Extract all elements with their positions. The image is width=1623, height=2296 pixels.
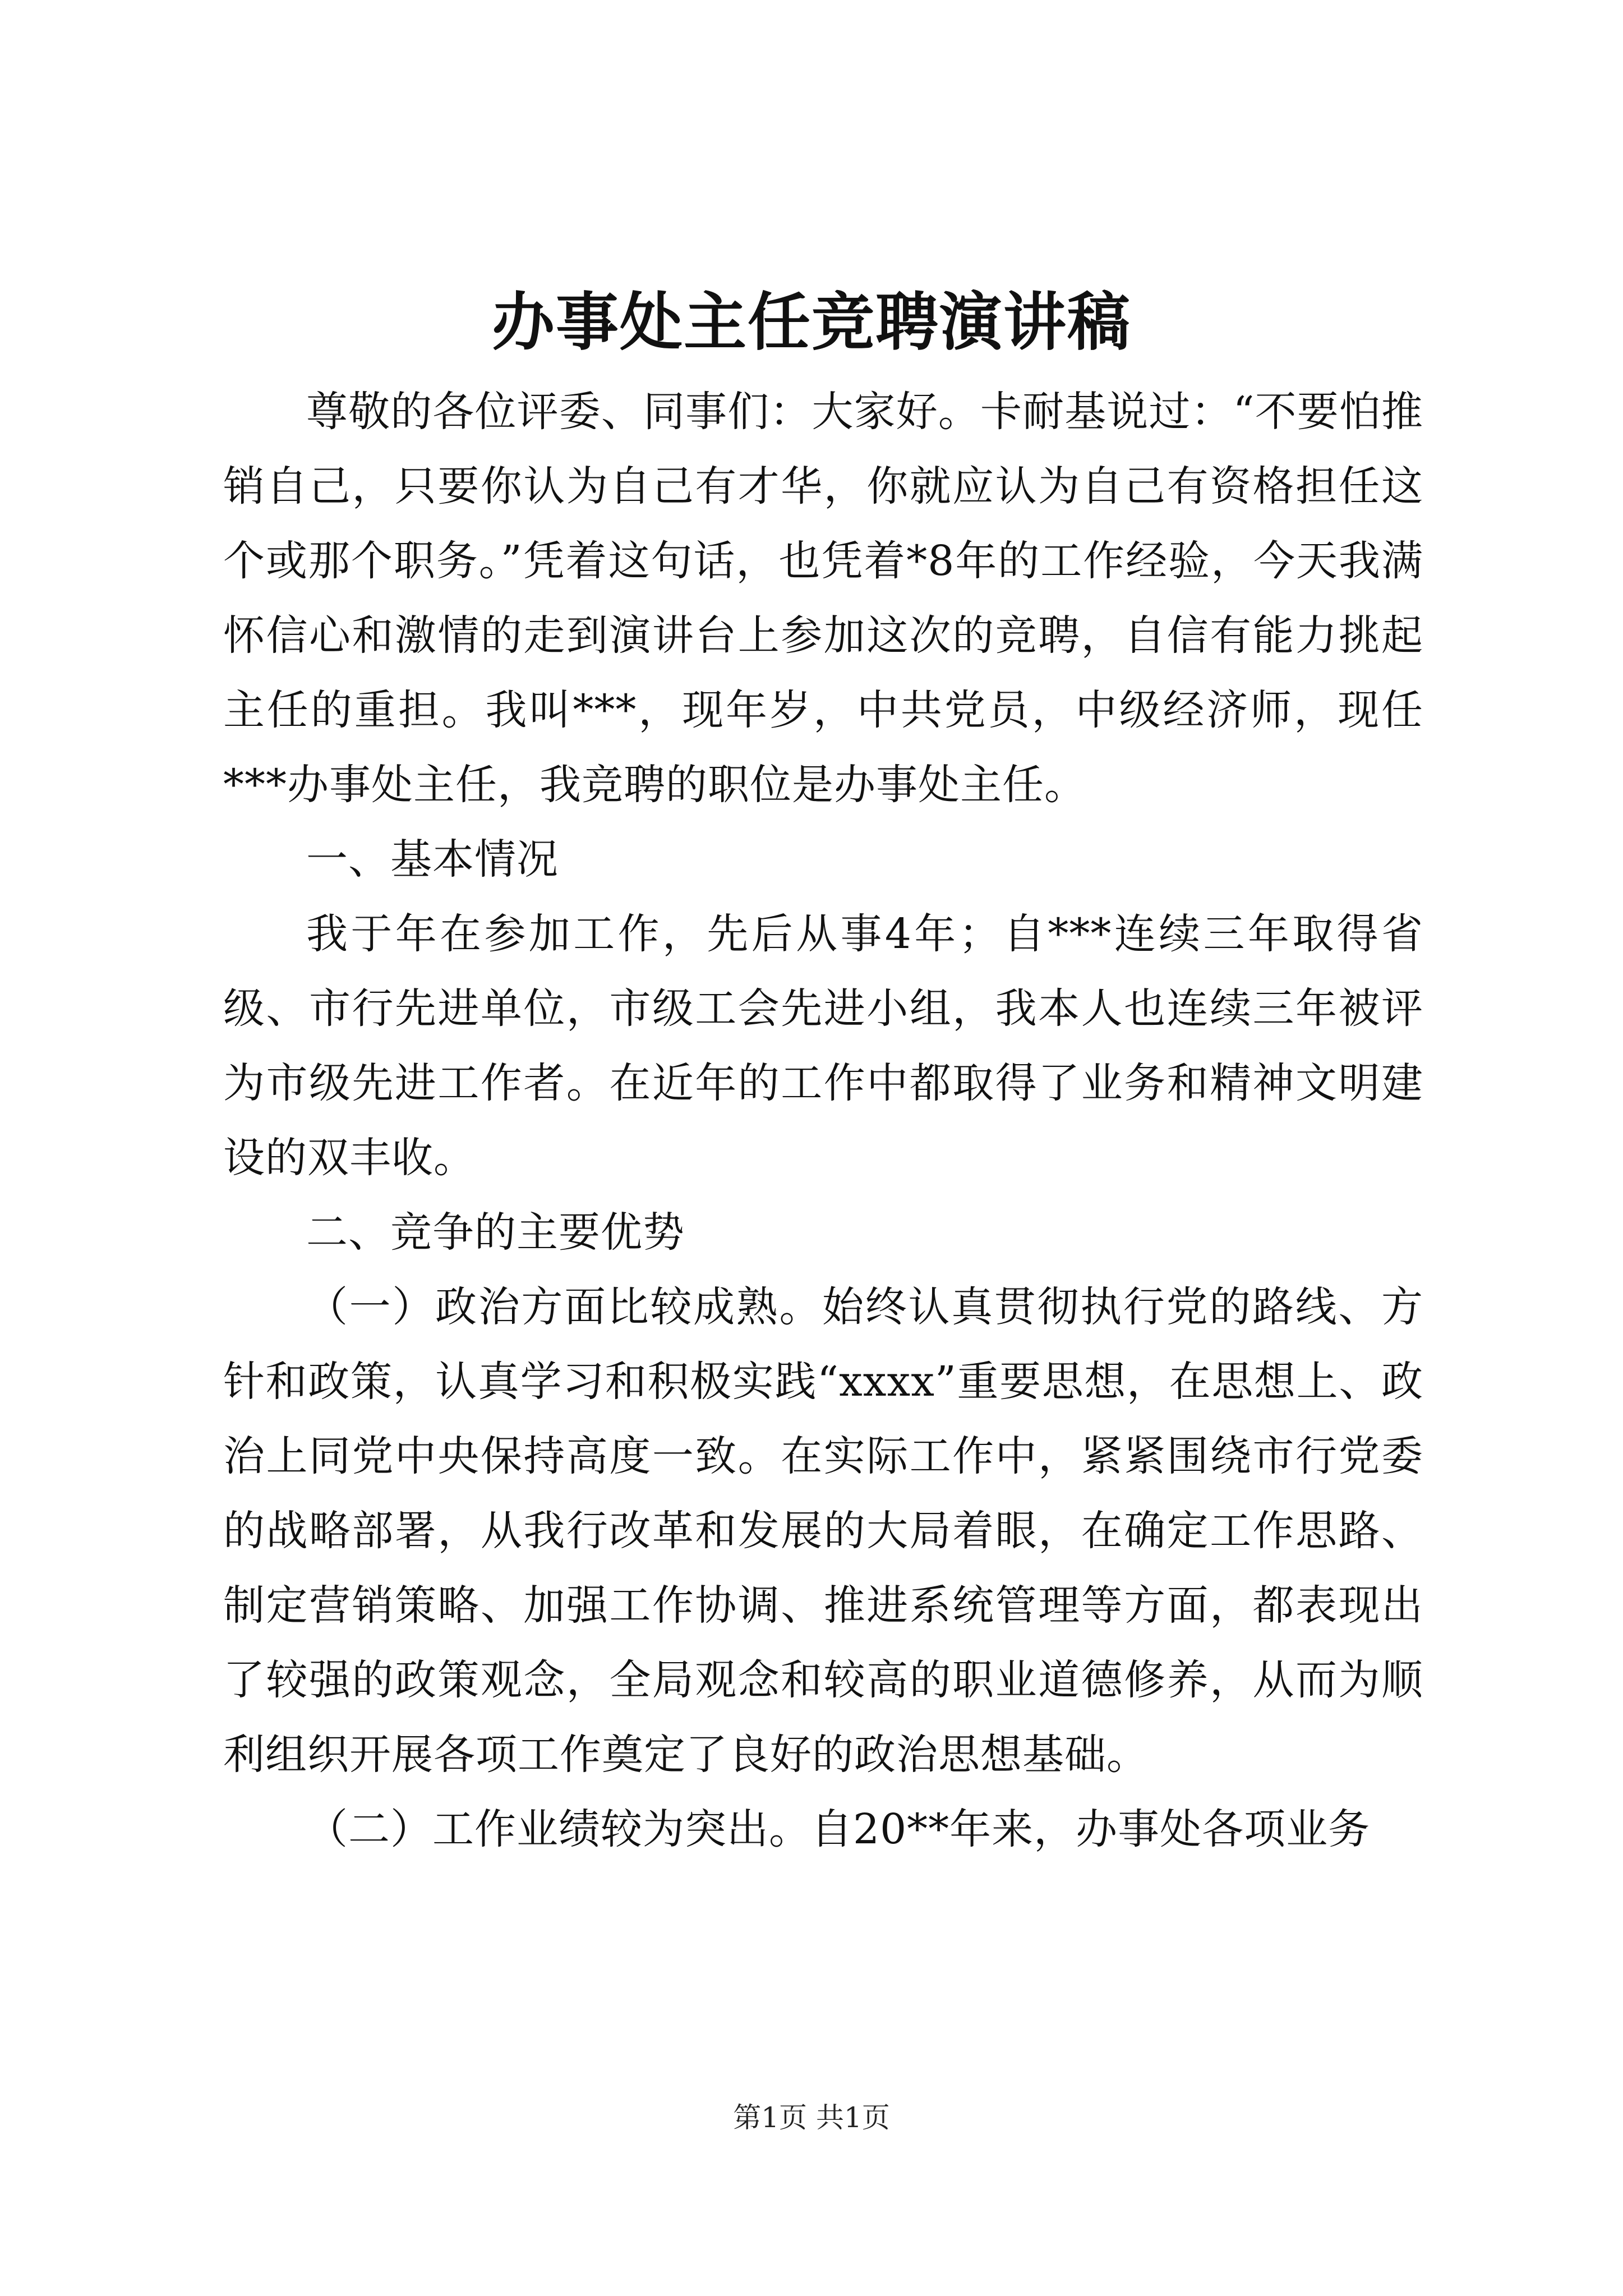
document-title: 办事处主任竞聘演讲稿: [492, 286, 1131, 359]
paragraph-political: （一）政治方面比较成熟。始终认真贯彻执行党的路线、方针和政策，认真学习和积极实践“xxxx”重要思想，在思想上、政治上同党中央保持高度一致。在实际工作中，紧紧围绕市行党委的战略部署，从我行改革和发展的大局着眼，在确定工作思路、制定营销策略、加强工作协调、推进系统管理等方面，都表现出了较强的政策观念，全局观念和较高的职业道德修养，从而为顺利组织开展各项工作奠定了良好的政治思想基础。: [223, 1283, 1423, 1779]
document-body: [223, 375, 1423, 1867]
paragraph-basic-info: 我于年在参加工作，先后从事4年；自***连续三年取得省级、市行先进单位，市级工会先进小组，我本人也连续三年被评为市级先进工作者。在近年的工作中都取得了业务和精神文明建设的双丰收。: [223, 910, 1423, 1182]
section-heading-basic-info: 一、基本情况: [306, 835, 559, 884]
section-heading-advantages: 二、竞争的主要优势: [306, 1208, 685, 1257]
paragraph-intro: 尊敬的各位评委、同事们：大家好。卡耐基说过：“不要怕推销自己，只要你认为自己有才华，你就应认为自己有资格担任这个或那个职务。”凭着这句话，也凭着*8年的工作经验，今天我满怀信心和激情的走到演讲台上参加这次的竞聘，自信有能力挑起主任的重担。我叫***，现年岁，中共党员，中级经济师，现任***办事处主任，我竞聘的职位是办事处主任。: [223, 388, 1423, 809]
paragraph-performance: （二）工作业绩较为突出。自20**年来，办事处各项业务: [306, 1805, 1371, 1853]
page-footer: 第1页 共1页: [733, 2101, 890, 2134]
